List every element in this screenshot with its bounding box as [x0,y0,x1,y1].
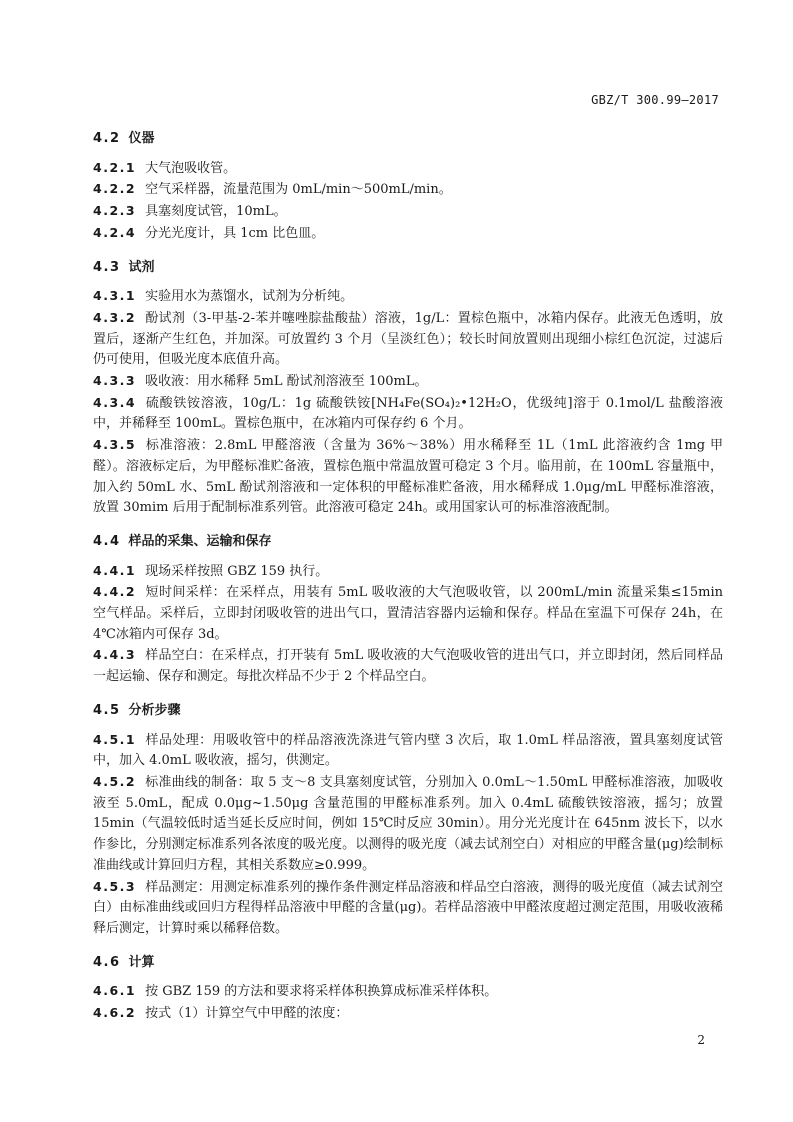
clause-4-4-3: 4.4.3 样品空白：在采样点，打开装有 5mL 吸收液的大气泡吸收管的进出气口，并立即封闭，然后同样品一起运输、保存和测定。每批次样品不少于 2 个样品空白。 [93,647,723,685]
clause-4-5-1: 4.5.1 样品处理：用吸收管中的样品溶液洗涤进气管内壁 3 次后，取 1.0mL 样品溶液，置具塞刻度试管中，加入 4.0mL 吸收液，摇匀，供测定。 [93,731,723,769]
clause-4-2-4: 4.2.4 分光光度计，具 1cm 比色皿。 [93,224,325,241]
section-heading-4-3: 4.3 试剂 [93,259,155,275]
clause-4-5-2: 4.5.2 标准曲线的制备：取 5 支～8 支具塞刻度试管，分别加入 0.0mL～1.50mL 甲醛标准溶液，加吸收液至 5.0mL，配成 0.0μg~1.50μg 含量范围的甲醛标准系列。加入 0.4mL 硫酸铁铵溶液，摇匀；放置 15min（气温较低时适当延长反应时间，例如 15℃时反应 30min）。用分光光度计在 645nm 波长下，以水作参比，分别测定标准系列各浓度的吸光度。以测得的吸光度（减去试剂空白）对相应的甲醛含量(μg)绘制标准曲线或计算回归方程，其相关系数应≥0.999。 [93,773,723,873]
clause-4-3-5: 4.3.5 标准溶液：2.8mL 甲醛溶液（含量为 36%～38%）用水稀释至 1L（1mL 此溶液约含 1mg 甲醛）。溶液标定后，为甲醛标准贮备液，置棕色瓶中常温放置可稳定 3 个月。临用前，在 100mL 容量瓶中，加入约 50mL 水、5mL 酚试剂溶液和一定体积的甲醛标准贮备液，用水稀释成 1.0μg/mL 甲醛标准溶液，放置 30mim 后用于配制标准系列管。此溶液可稳定 24h。或用国家认可的标准溶液配制。 [93,437,723,516]
clause-4-4-1: 4.4.1 现场采样按照 GBZ 159 执行。 [93,562,329,579]
clause-4-6-2: 4.6.2 按式（1）计算空气中甲醛的浓度： [93,1005,349,1022]
clause-4-3-4: 4.3.4 硫酸铁铵溶液，10g/L：1g 硫酸铁铵[NH₄Fe(SO₄)₂•12H₂O，优级纯]溶于 0.1mol/L 盐酸溶液中，并稀释至 100mL。置棕色瓶中，在冰箱内可保存约 6 个月。 [93,394,723,432]
clause-4-2-2: 4.2.2 空气采样器，流量范围为 0mL/min～500mL/min。 [93,181,452,198]
clause-4-3-1: 4.3.1 实验用水为蒸馏水，试剂为分析纯。 [93,288,354,305]
clause-4-3-2: 4.3.2 酚试剂（3-甲基-2-苯并噻唑腙盐酸盐）溶液，1g/L：置棕色瓶中，冰箱内保存。此液无色透明，放置后，逐渐产生红色，并加深。可放置约 3 个月（呈淡红色）；较长时间放置则出现细小棕红色沉淀，过滤后仍可使用，但吸光度本底值升高。 [93,309,723,368]
document-body [93,124,723,1025]
clause-4-4-2: 4.4.2 短时间采样：在采样点，用装有 5mL 吸收液的大气泡吸收管，以 200mL/min 流量采集≤15min 空气样品。采样后，立即封闭吸收管的进出气口，置清洁容器内运输和保存。样品在室温下可保存 24h，在 4℃冰箱内可保存 3d。 [93,584,723,642]
clause-4-2-3: 4.2.3 具塞刻度试管，10mL。 [93,203,287,220]
section-heading-4-5: 4.5 分析步骤 [93,702,181,718]
section-heading-4-2: 4.2 仪器 [93,131,155,146]
clause-4-6-1: 4.6.1 按 GBZ 159 的方法和要求将采样体积换算成标准采样体积。 [93,983,498,1000]
standard-number: GBZ/T 300.99—2017 [591,93,719,107]
clause-4-5-3: 4.5.3 样品测定：用测定标准系列的操作条件测定样品溶液和样品空白溶液，测得的吸光度值（减去试剂空白）由标准曲线或回归方程得样品溶液中甲醛的含量(μg)。若样品溶液中甲醛浓度超过测定范围，用吸收液稀释后测定，计算时乘以稀释倍数。 [93,878,723,936]
clause-4-2-1: 4.2.1 大气泡吸收管。 [93,159,237,176]
section-heading-4-6: 4.6 计算 [93,954,155,970]
section-heading-4-4: 4.4 样品的采集、运输和保存 [93,533,272,549]
clause-4-3-3: 4.3.3 吸收液：用水稀释 5mL 酚试剂溶液至 100mL。 [93,373,428,390]
page-number: 2 [697,1033,705,1047]
